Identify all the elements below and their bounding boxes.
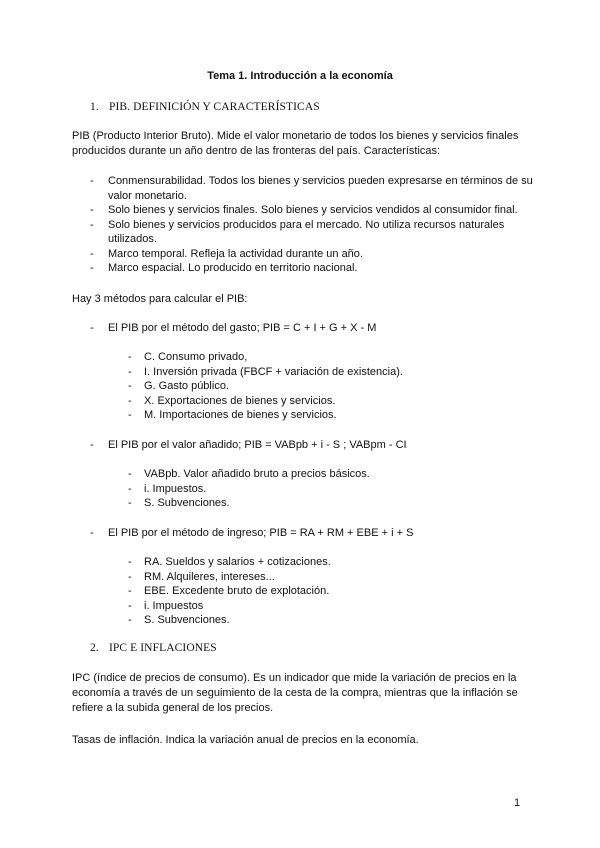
methods-intro: Hay 3 métodos para calcular el PIB: [72,293,248,305]
page-number: 1 [514,797,521,809]
list-item: - X. Exportaciones de bienes y servicios. [128,394,528,409]
method-gasto-list [128,350,528,423]
method-valor-anadido: - El PIB por el valor añadido; PIB = VABpb + i - S ; VABpm - CI [90,439,407,451]
document-title: Tema 1. Introducción a la economía [207,70,393,82]
list-item: - G. Gasto público. [128,379,528,394]
list-item: - VABpb. Valor añadido bruto a precios básicos. [128,467,528,482]
list-item: - EBE. Excedente bruto de explotación. [128,584,528,599]
method-valor-anadido-list [128,467,528,511]
list-item: - RM. Alquileres, intereses... [128,570,528,585]
list-item: - RA. Sueldos y salarios + cotizaciones. [128,555,528,570]
list-item: - I. Inversión privada (FBCF + variación de existencia). [128,365,528,380]
pib-definition-paragraph: PIB (Producto Interior Bruto). Mide el valor monetario de todos los bienes y servicios finales producidos durante un año dentro de las fronteras del país. Características: [72,130,519,157]
method-valor-anadido-label: El PIB por el valor añadido; PIB = VABpb + i - S ; VABpm - CI [108,439,407,451]
method-ingreso-label: El PIB por el método de ingreso; PIB = RA + RM + EBE + i + S [108,527,414,539]
section-2-number: 2. [90,642,99,654]
list-item: - Marco temporal. Refleja la actividad durante un año. [90,247,535,262]
list-item: - i. Impuestos [128,599,528,614]
list-item: - Solo bienes y servicios producidos para el mercado. No utiliza recursos naturales utilizados. [90,218,535,247]
method-gasto-label: El PIB por el método del gasto; PIB = C + I + G + X - M [108,322,377,334]
method-gasto: - El PIB por el método del gasto; PIB = C + I + G + X - M [90,322,377,334]
section-2-title: IPC E INFLACIONES [108,642,217,654]
list-item: - S. Subvenciones. [128,613,528,628]
list-item: - C. Consumo privado, [128,350,528,365]
characteristics-list [90,174,535,276]
inflation-rates-paragraph: Tasas de inflación. Indica la variación anual de precios en la economía. [72,734,419,746]
list-item: - Solo bienes y servicios finales. Solo bienes y servicios vendidos al consumidor final. [90,203,535,218]
list-item: - M. Importaciones de bienes y servicios. [128,408,528,423]
section-2-heading [90,642,217,654]
list-item: - Conmensurabilidad. Todos los bienes y servicios pueden expresarse en términos de su valor monetario. [90,174,535,203]
ipc-paragraph: IPC (índice de precios de consumo). Es un indicador que mide la variación de precios en la economía a través de un seguimiento de la cesta de la compra, mientras que la inflación se refiere a la subida general de los precios. [72,672,518,714]
method-ingreso: - El PIB por el método de ingreso; PIB = RA + RM + EBE + i + S [90,527,414,539]
method-ingreso-list [128,555,528,628]
list-item: - Marco espacial. Lo producido en territorio nacional. [90,261,535,276]
section-1-heading [90,101,320,113]
section-1-title: PIB. DEFINICIÓN Y CARACTERÍSTICAS [108,101,320,113]
list-item: - i. Impuestos. [128,482,528,497]
list-item: - S. Subvenciones. [128,496,528,511]
section-1-number: 1. [90,101,99,113]
